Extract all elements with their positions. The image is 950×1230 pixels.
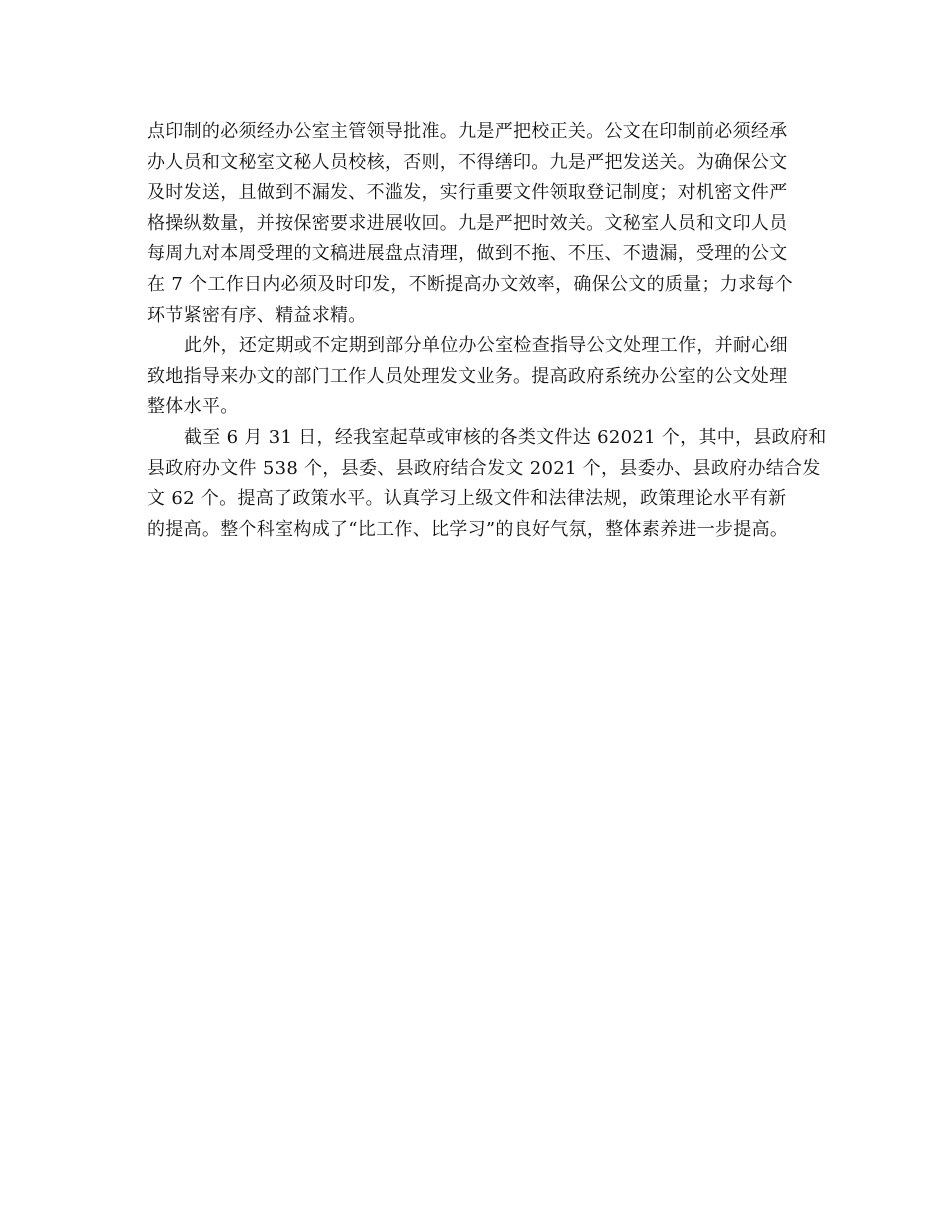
paragraph-start-line: 截至 6 月 31 日，经我室起草或审核的各类文件达 62021 个，其中，县政府和	[184, 426, 827, 448]
text-line: 格操纵数量，并按保密要求进展收回。九是严把时效关。文秘室人员和文印人员	[147, 212, 788, 234]
text-line: 每周九对本周受理的文稿进展盘点清理，做到不拖、不压、不遗漏，受理的公文	[147, 243, 788, 265]
text-line: 县政府办文件 538 个，县委、县政府结合发文 2021 个，县委办、县政府办结合发	[147, 457, 821, 479]
text-line: 的提高。整个科室构成了“比工作、比学习”的良好气氛，整体素养进一步提高。	[147, 518, 789, 540]
text-line: 致地指导来办文的部门工作人员处理发文业务。提高政府系统办公室的公文处理	[147, 365, 788, 387]
text-line: 及时发送，且做到不漏发、不滥发，实行重要文件领取登记制度；对机密文件严	[147, 182, 788, 204]
text-line: 整体水平。	[147, 396, 239, 418]
text-line: 点印制的必须经办公室主管领导批准。九是严把校正关。公文在印制前必须经承	[147, 121, 788, 142]
paragraph-start-line: 此外，还定期或不定期到部分单位办公室检查指导公文处理工作，并耐心细	[184, 335, 788, 357]
document-body	[147, 117, 827, 545]
text-line: 办人员和文秘室文秘人员校核，否则，不得缮印。九是严把发送关。为确保公文	[147, 151, 788, 173]
text-line: 在 7 个工作日内必须及时印发，不断提高办文效率，确保公文的质量；力求每个	[147, 273, 793, 295]
text-line: 环节紧密有序、精益求精。	[147, 304, 367, 326]
text-line: 文 62 个。提高了政策水平。认真学习上级文件和法律法规，政策理论水平有新	[147, 488, 787, 510]
